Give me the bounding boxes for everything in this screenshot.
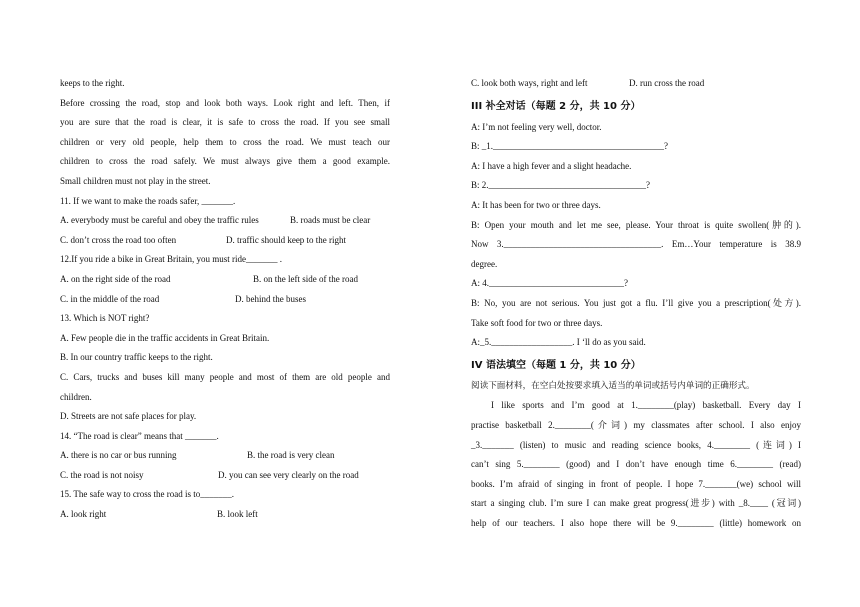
passage-line: you are sure that the road is clear, it is safe to cross the road. If you see small	[60, 117, 390, 128]
q12-options-cd	[60, 290, 390, 310]
q11-option-d: D. traffic should keep to the right	[226, 234, 347, 245]
q14-options-cd	[60, 466, 390, 486]
q15-option-c: C. look both ways, right and left	[471, 78, 588, 88]
q14-option-c: C. the road is not noisy	[60, 469, 144, 480]
q14-options-ab	[60, 446, 390, 466]
question-11: 11. If we want to make the roads safer, _______.	[60, 195, 236, 206]
q13-option-d: D. Streets are not safe places for play.	[60, 411, 197, 422]
q13-option-c: C. Cars, trucks and buses kill many people and most of them are old people and	[60, 371, 390, 382]
dialogue-line: B: _1.______________________________________?	[471, 141, 668, 152]
dialogue-line: A: I have a high fever and a slight headache.	[471, 160, 632, 171]
q11-options-ab	[60, 211, 390, 231]
section-3-heading: III 补全对话（每题 2 分，共 10 分）	[471, 100, 641, 112]
dialogue-line: A:_5.__________________. I ‘ll do as you said.	[471, 337, 646, 348]
q15-option-d: D. run cross the road	[629, 78, 705, 88]
dialogue-line: B: 2.___________________________________?	[471, 180, 650, 191]
q12-options-ab	[60, 270, 390, 290]
q11-option-b: B. roads must be clear	[290, 215, 371, 226]
passage-line: children or very old people, help them to cross the road. We must teach our	[60, 136, 390, 147]
q12-option-c: C. in the middle of the road	[60, 293, 160, 304]
section-4-instruction: 阅读下面材料，在空白处按要求填入适当的单词或括号内单词的正确形式。	[471, 380, 755, 391]
q14-option-a: A. there is no car or bus running	[60, 450, 177, 461]
question-12: 12.If you ride a bike in Great Britain, you must ride_______ .	[60, 254, 282, 265]
left-column	[60, 74, 390, 525]
q14-option-b: B. the road is very clean	[247, 450, 335, 461]
q11-option-c: C. don’t cross the road too often	[60, 234, 177, 245]
dialogue-line: A: It has been for two or three days.	[471, 199, 601, 210]
dialogue-line: Take soft food for two or three days.	[471, 317, 603, 328]
section-4-heading: IV 语法填空（每题 1 分，共 10 分）	[471, 359, 641, 371]
dialogue-line: A: 4.______________________________?	[471, 278, 628, 289]
q13-option-b: B. In our country traffic keeps to the right.	[60, 352, 213, 363]
passage-line: keeps to the right.	[60, 78, 125, 88]
dialogue-line: B: No, you are not serious. You just got a flu. I’ll give you a prescription(处方).	[471, 297, 801, 308]
q12-option-a: A. on the right side of the road	[60, 273, 171, 284]
passage-line: Before crossing the road, stop and look both ways. Look right and left. Then, if	[60, 97, 390, 108]
dialogue-line: A: I’m not feeling very well, doctor.	[471, 121, 602, 132]
q11-option-a: A. everybody must be careful and obey the traffic rules	[60, 215, 259, 226]
q13-option-c-cont: children.	[60, 391, 92, 402]
q11-options-cd	[60, 231, 390, 251]
q15-options-cd	[471, 74, 801, 94]
grammar-line: _3._______ (listen) to music and reading science books, 4.________ (连词) I	[471, 439, 801, 450]
q12-option-b: B. on the left side of the road	[253, 273, 358, 284]
question-13: 13. Which is NOT right?	[60, 313, 150, 324]
passage-line: Small children must not play in the street.	[60, 175, 211, 186]
passage-line: children to cross the road safely. We must always give them a good example.	[60, 156, 390, 167]
q12-option-d: D. behind the buses	[235, 293, 306, 304]
q14-option-d: D. you can see very clearly on the road	[218, 469, 359, 480]
grammar-line: I like sports and I’m good at 1.________(play) basketball. Every day I	[491, 400, 801, 411]
q15-options-ab	[60, 505, 390, 525]
grammar-line: can’t sing 5.________ (good) and I don’t have enough time 6.________ (read)	[471, 459, 801, 470]
question-14: 14. “The road is clear” means that _______.	[60, 430, 219, 441]
right-column	[471, 74, 801, 533]
dialogue-line: B: Open your mouth and let me see, please. Your throat is quite swollen(肿的).	[471, 219, 801, 230]
dialogue-line: degree.	[471, 258, 498, 269]
dialogue-line: Now 3.___________________________________. Em…Your temperature is 38.9	[471, 239, 801, 250]
grammar-line: start a singing club. I’m sure I can make great progress(进步) with _8.____ (冠词)	[471, 498, 801, 509]
question-15: 15. The safe way to cross the road is to_______.	[60, 489, 235, 500]
grammar-line: books. I’m afraid of singing in front of people. I hope 7._______(we) school will	[471, 478, 801, 489]
q13-option-a: A. Few people die in the traffic accidents in Great Britain.	[60, 332, 270, 343]
q15-option-a: A. look right	[60, 509, 107, 520]
grammar-line: help of our teachers. I also hope there will be 9.________ (little) homework on	[471, 517, 801, 528]
grammar-line: practise basketball 2.________(介词) my classmates after school. I also enjoy	[471, 419, 801, 430]
q15-option-b: B. look left	[217, 509, 258, 520]
